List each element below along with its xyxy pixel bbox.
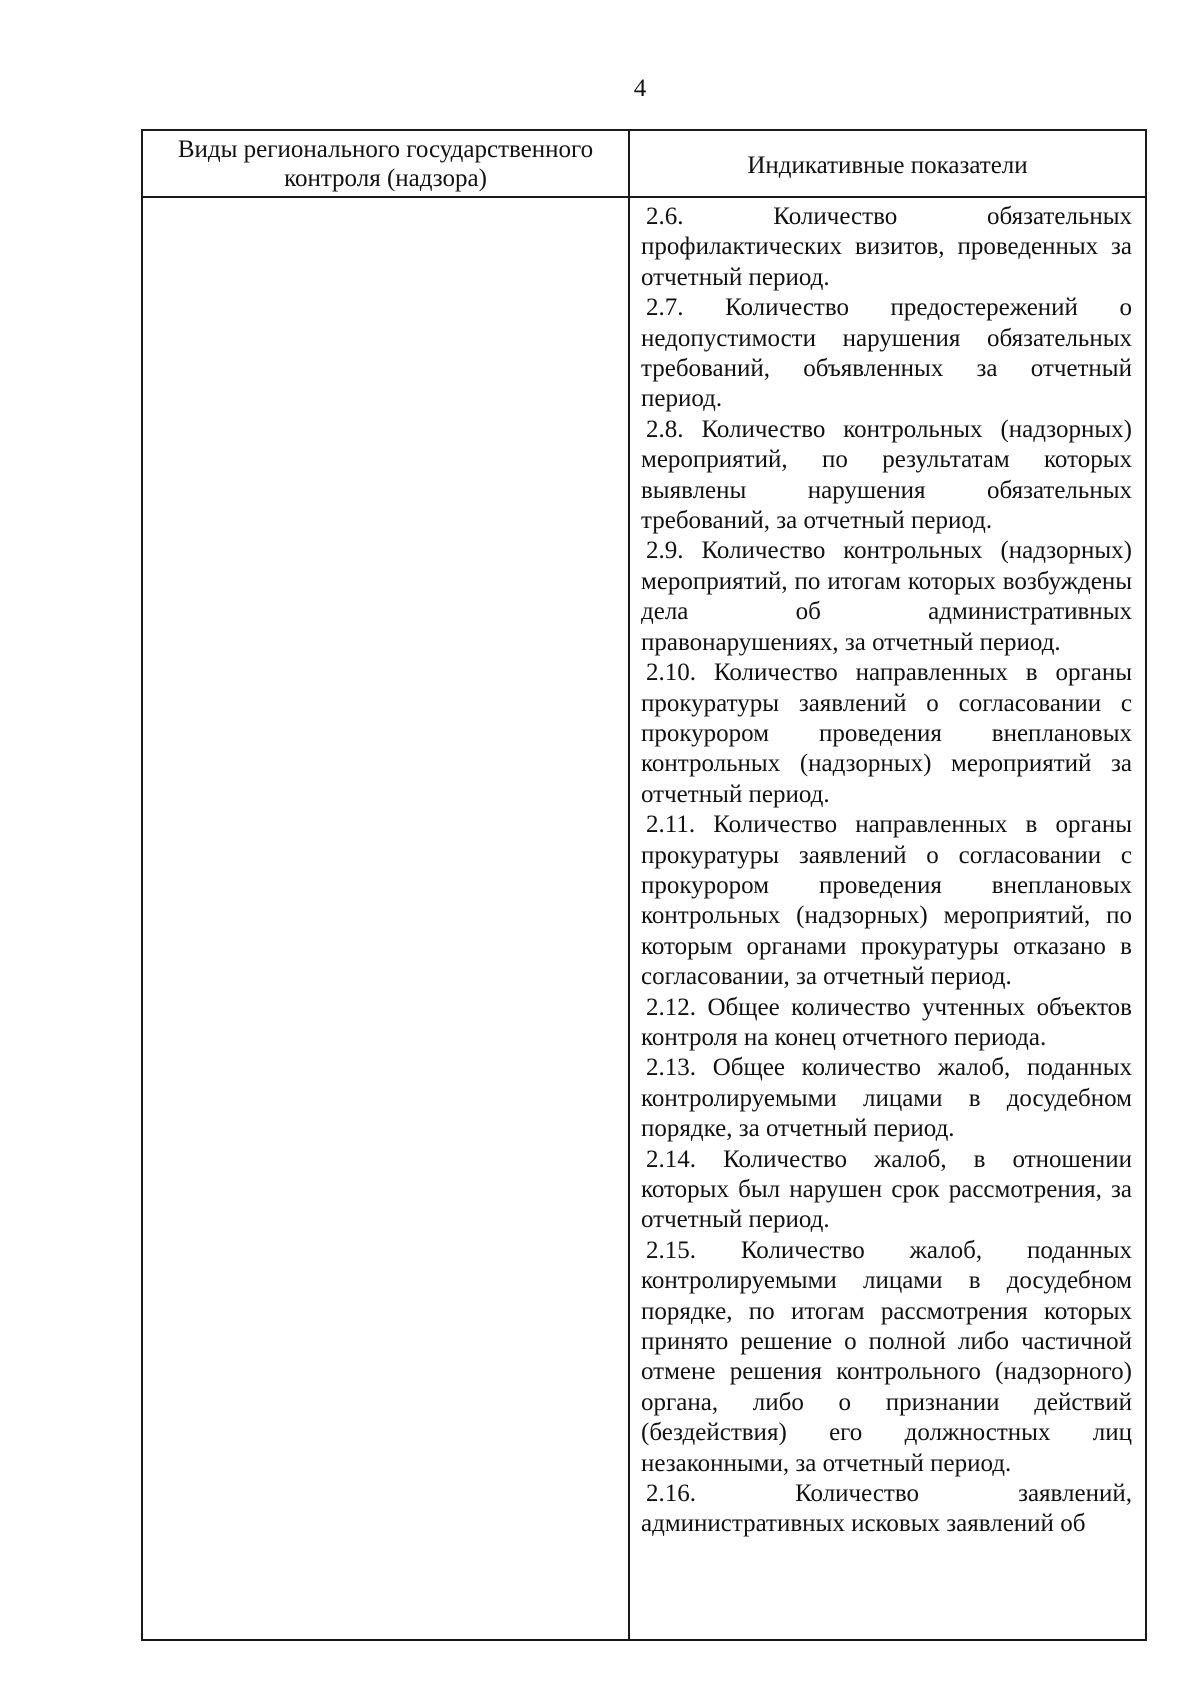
indicator-2-10: 2.10. Количество направленных в органы прокуратуры заявлений о согласовании с прокурором проведения внеплановых контрольных (надзорных) мероприятий за отчетный период. xyxy=(641,659,1132,808)
indicators-table xyxy=(141,129,1147,1641)
indicator-2-6: 2.6. Количество обязательных профилактических визитов, проведенных за отчетный период. xyxy=(641,203,1132,291)
indicator-2-13: 2.13. Общее количество жалоб, поданных контролируемыми лицами в досудебном порядке, за отчетный период. xyxy=(641,1054,1132,1143)
table-body-row xyxy=(143,198,1145,1639)
header-indicators: Индикативные показатели xyxy=(747,152,1028,179)
header-control-types: Виды регионального государственного контроля (надзора) xyxy=(143,131,630,196)
table-header-row xyxy=(143,131,1145,198)
indicator-2-12: 2.12. Общее количество учтенных объектов контроля на конец отчетного периода. xyxy=(641,993,1132,1051)
indicator-2-14: 2.14. Количество жалоб, в отношении которых был нарушен срок рассмотрения, за отчетный период. xyxy=(641,1145,1132,1234)
indicators-cell xyxy=(630,198,1145,1639)
indicator-2-11: 2.11. Количество направленных в органы прокуратуры заявлений о согласовании с прокурором проведения внеплановых контрольных (надзорных) мероприятий, по которым органами прокуратуры отказано в согласовании, за отчетный период. xyxy=(641,811,1132,991)
indicator-2-9: 2.9. Количество контрольных (надзорных) мероприятий, по итогам которых возбуждены дела об административных правонарушениях, за отчетный период. xyxy=(641,537,1132,656)
indicator-2-15: 2.15. Количество жалоб, поданных контролируемыми лицами в досудебном порядке, по итогам рассмотрения которых принято решение о полной либо частичной отмене решения контрольного (надзорного) органа, либо о признании действий (бездействия) его должностных лиц незаконными, за отчетный период. xyxy=(641,1236,1132,1477)
page-number: 4 xyxy=(633,75,647,102)
indicator-2-16: 2.16. Количество заявлений, административных исковых заявлений об xyxy=(641,1480,1132,1538)
indicator-2-7: 2.7. Количество предостережений о недопустимости нарушения обязательных требований, объявленных за отчетный период. xyxy=(641,294,1132,413)
control-types-cell xyxy=(143,198,630,1639)
indicator-2-8: 2.8. Количество контрольных (надзорных) мероприятий, по результатам которых выявлены нарушения обязательных требований, за отчетный период. xyxy=(641,415,1132,535)
